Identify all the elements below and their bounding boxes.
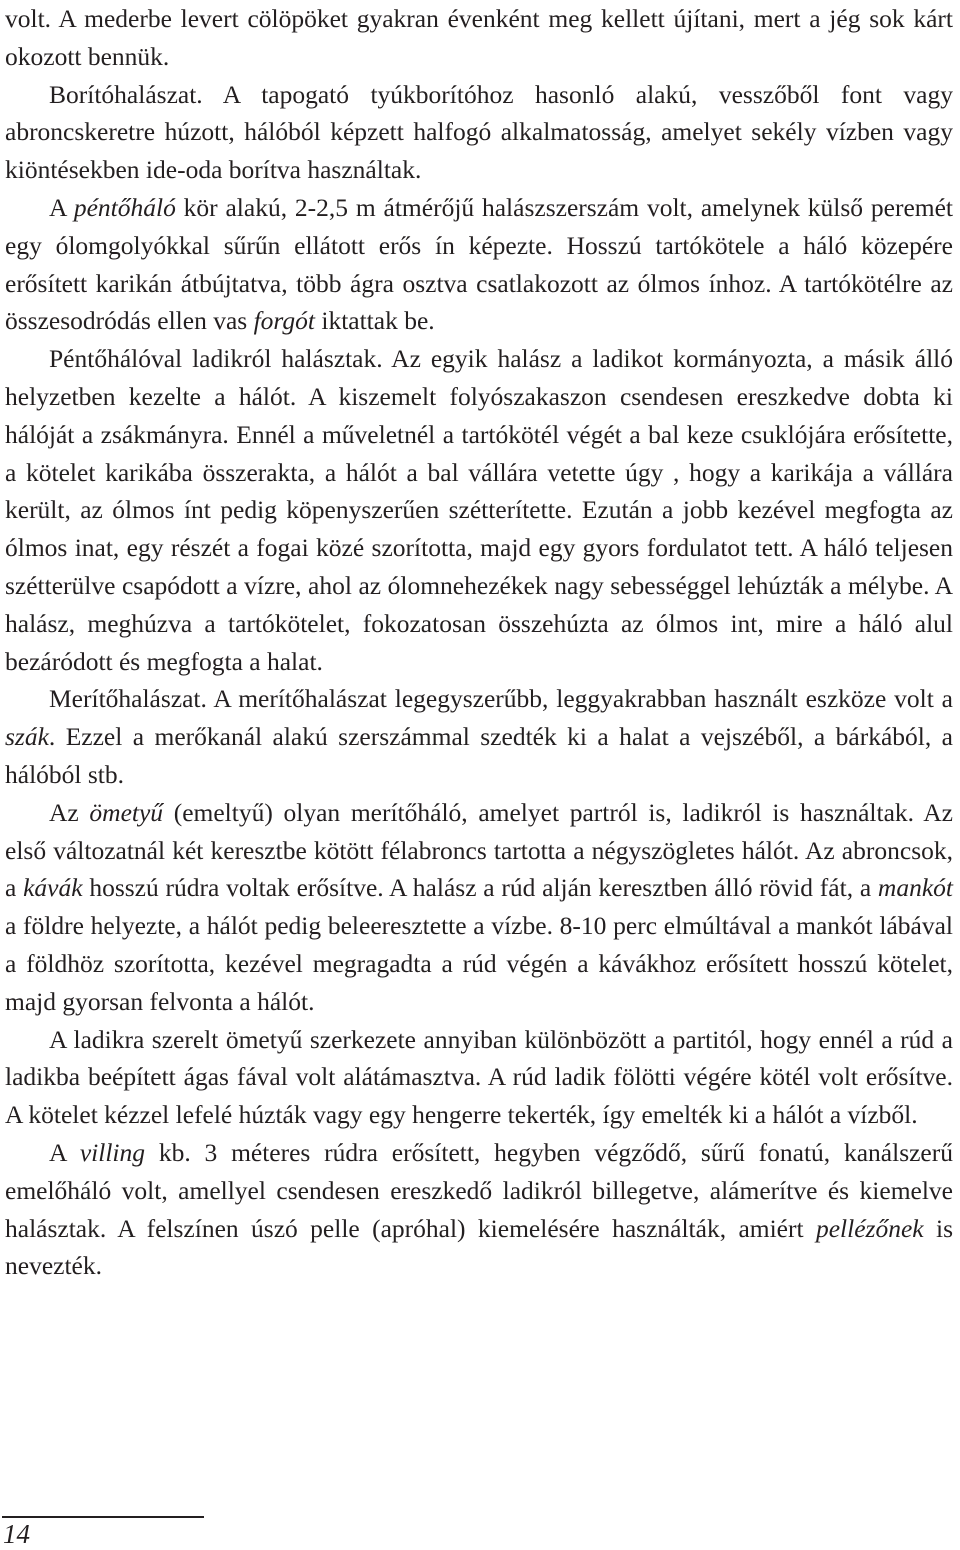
text-run: Péntőhálóval ladikról halásztak. Az egyik halász a ladikot kormányozta, a másik álló helyzetben kezelte a hálót. A kiszemelt folyószakaszon csendesen ereszkedve dobta ki hálóját a zsákmányra. Ennél a műveletnél a tartókötél végét a bal keze csuklójára erősítette, a kötelet karikába összerakta, a hálót a bal vállára vetette úgy , hogy a karikája a vállára került, az ólmos ínt pedig köpenyszerűen szétterítette. Ezután a jobb kezével megfogta az ólmos inat, egy részét a fogai közé szorította, majd egy gyors fordulatot tett. A háló teljesen szétterülve csapódott a vízre, ahol az ólomnehezékek nagy sebességgel lehúzták a mélybe. A halász, meghúzva a tartókötelet, fokozatosan összehúzta az ólmos int, mire a háló alul bezáródott és megfogta a halat. [5, 344, 953, 676]
italic-term: ömetyű [89, 797, 164, 827]
text-run: is nevezték. [5, 1213, 953, 1281]
text-run: Az [49, 797, 90, 827]
italic-term: forgót [253, 306, 315, 336]
paragraph [5, 680, 953, 793]
body-text [5, 0, 953, 1285]
paragraph [5, 189, 953, 340]
text-run: A [49, 1137, 80, 1167]
paragraph [5, 340, 953, 680]
text-run: hosszú rúdra voltak erősítve. A halász a rúd alján keresztben álló rövid fát, a [82, 873, 878, 903]
paragraph [5, 794, 953, 1021]
text-run: kör alakú, 2-2,5 m átmérőjű halászszerszám volt, amelynek külső peremét egy ólomgolyókkal sűrűn ellátott erős ín képezte. Hosszú tartókötele a háló közepére erősített karikán átbújtatva, több ágra osztva csatlakozott az ólmos ínhoz. A tartókötélre az összesodródás ellen vas [5, 192, 953, 336]
paragraph [5, 76, 953, 189]
text-run: kb. 3 méteres rúdra erősített, hegyben végződő, sűrű fonatú, kanálszerű emelőháló volt, amellyel csendesen ereszkedő ladikról billegetve, alámerítve és kiemelve halásztak. A felszínen úszó pelle (apróhal) kiemelésére használták, amiért [5, 1137, 953, 1243]
page-number: 14 [3, 1519, 30, 1549]
footer-rule [2, 1516, 204, 1518]
text-run: Merítőhalászat. A merítőhalászat legegyszerűbb, leggyakrabban használt eszköze volt a [49, 684, 953, 714]
italic-term: mankót [877, 873, 953, 903]
text-run: Borítóhalászat. A tapogató tyúkborítóhoz hasonló alakú, vesszőből font vagy abroncskeretre húzott, hálóból képzett halfogó alkalmatosság, amelyet sekély vízben vagy kiöntésekben ide-oda borítva használtak. [5, 79, 953, 185]
text-run: volt. A mederbe levert cölöpöket gyakran évenként meg kellett újítani, mert a jég sok kárt okozott bennük. [5, 4, 953, 71]
italic-term: szák [5, 722, 49, 752]
paragraph [5, 1134, 953, 1285]
italic-term: péntőháló [73, 192, 176, 222]
text-run: a földre helyezte, a hálót pedig beleeresztette a vízbe. 8-10 perc elmúltával a mankót lábával a földhöz szorította, kezével megragadta a rúd végén a kávákhoz erősített hosszú kötelet, majd gyorsan felvonta a hálót. [5, 911, 953, 1016]
paragraph [5, 1021, 953, 1134]
text-run: A ladikra szerelt ömetyű szerkezete annyiban különbözött a partitól, hogy ennél a rúd a ladikba beépített ágas fával volt alátámasztva. A rúd ladik fölötti végére kötél volt erősítve. A kötelet kézzel lefelé húzták vagy egy hengerre tekerték, így emelték ki a hálót a vízből. [5, 1024, 953, 1130]
text-run: (emeltyű) olyan merítőháló, amelyet partról is, ladikról is használtak. Az első változatnál két keresztbe kötött félabroncs tartotta a négyszögletes hálót. Az abroncsok, a [5, 797, 954, 903]
text-run: . Ezzel a merőkanál alakú szerszámmal szedték ki a halat a vejszéből, a bárkából, a hálóból stb. [5, 722, 953, 789]
italic-term: pellézőnek [815, 1213, 924, 1243]
text-run: A [49, 192, 74, 222]
italic-term: villing [79, 1137, 145, 1167]
italic-term: kávák [23, 873, 83, 903]
text-run: iktattak be. [314, 306, 435, 336]
paragraph [5, 0, 953, 76]
